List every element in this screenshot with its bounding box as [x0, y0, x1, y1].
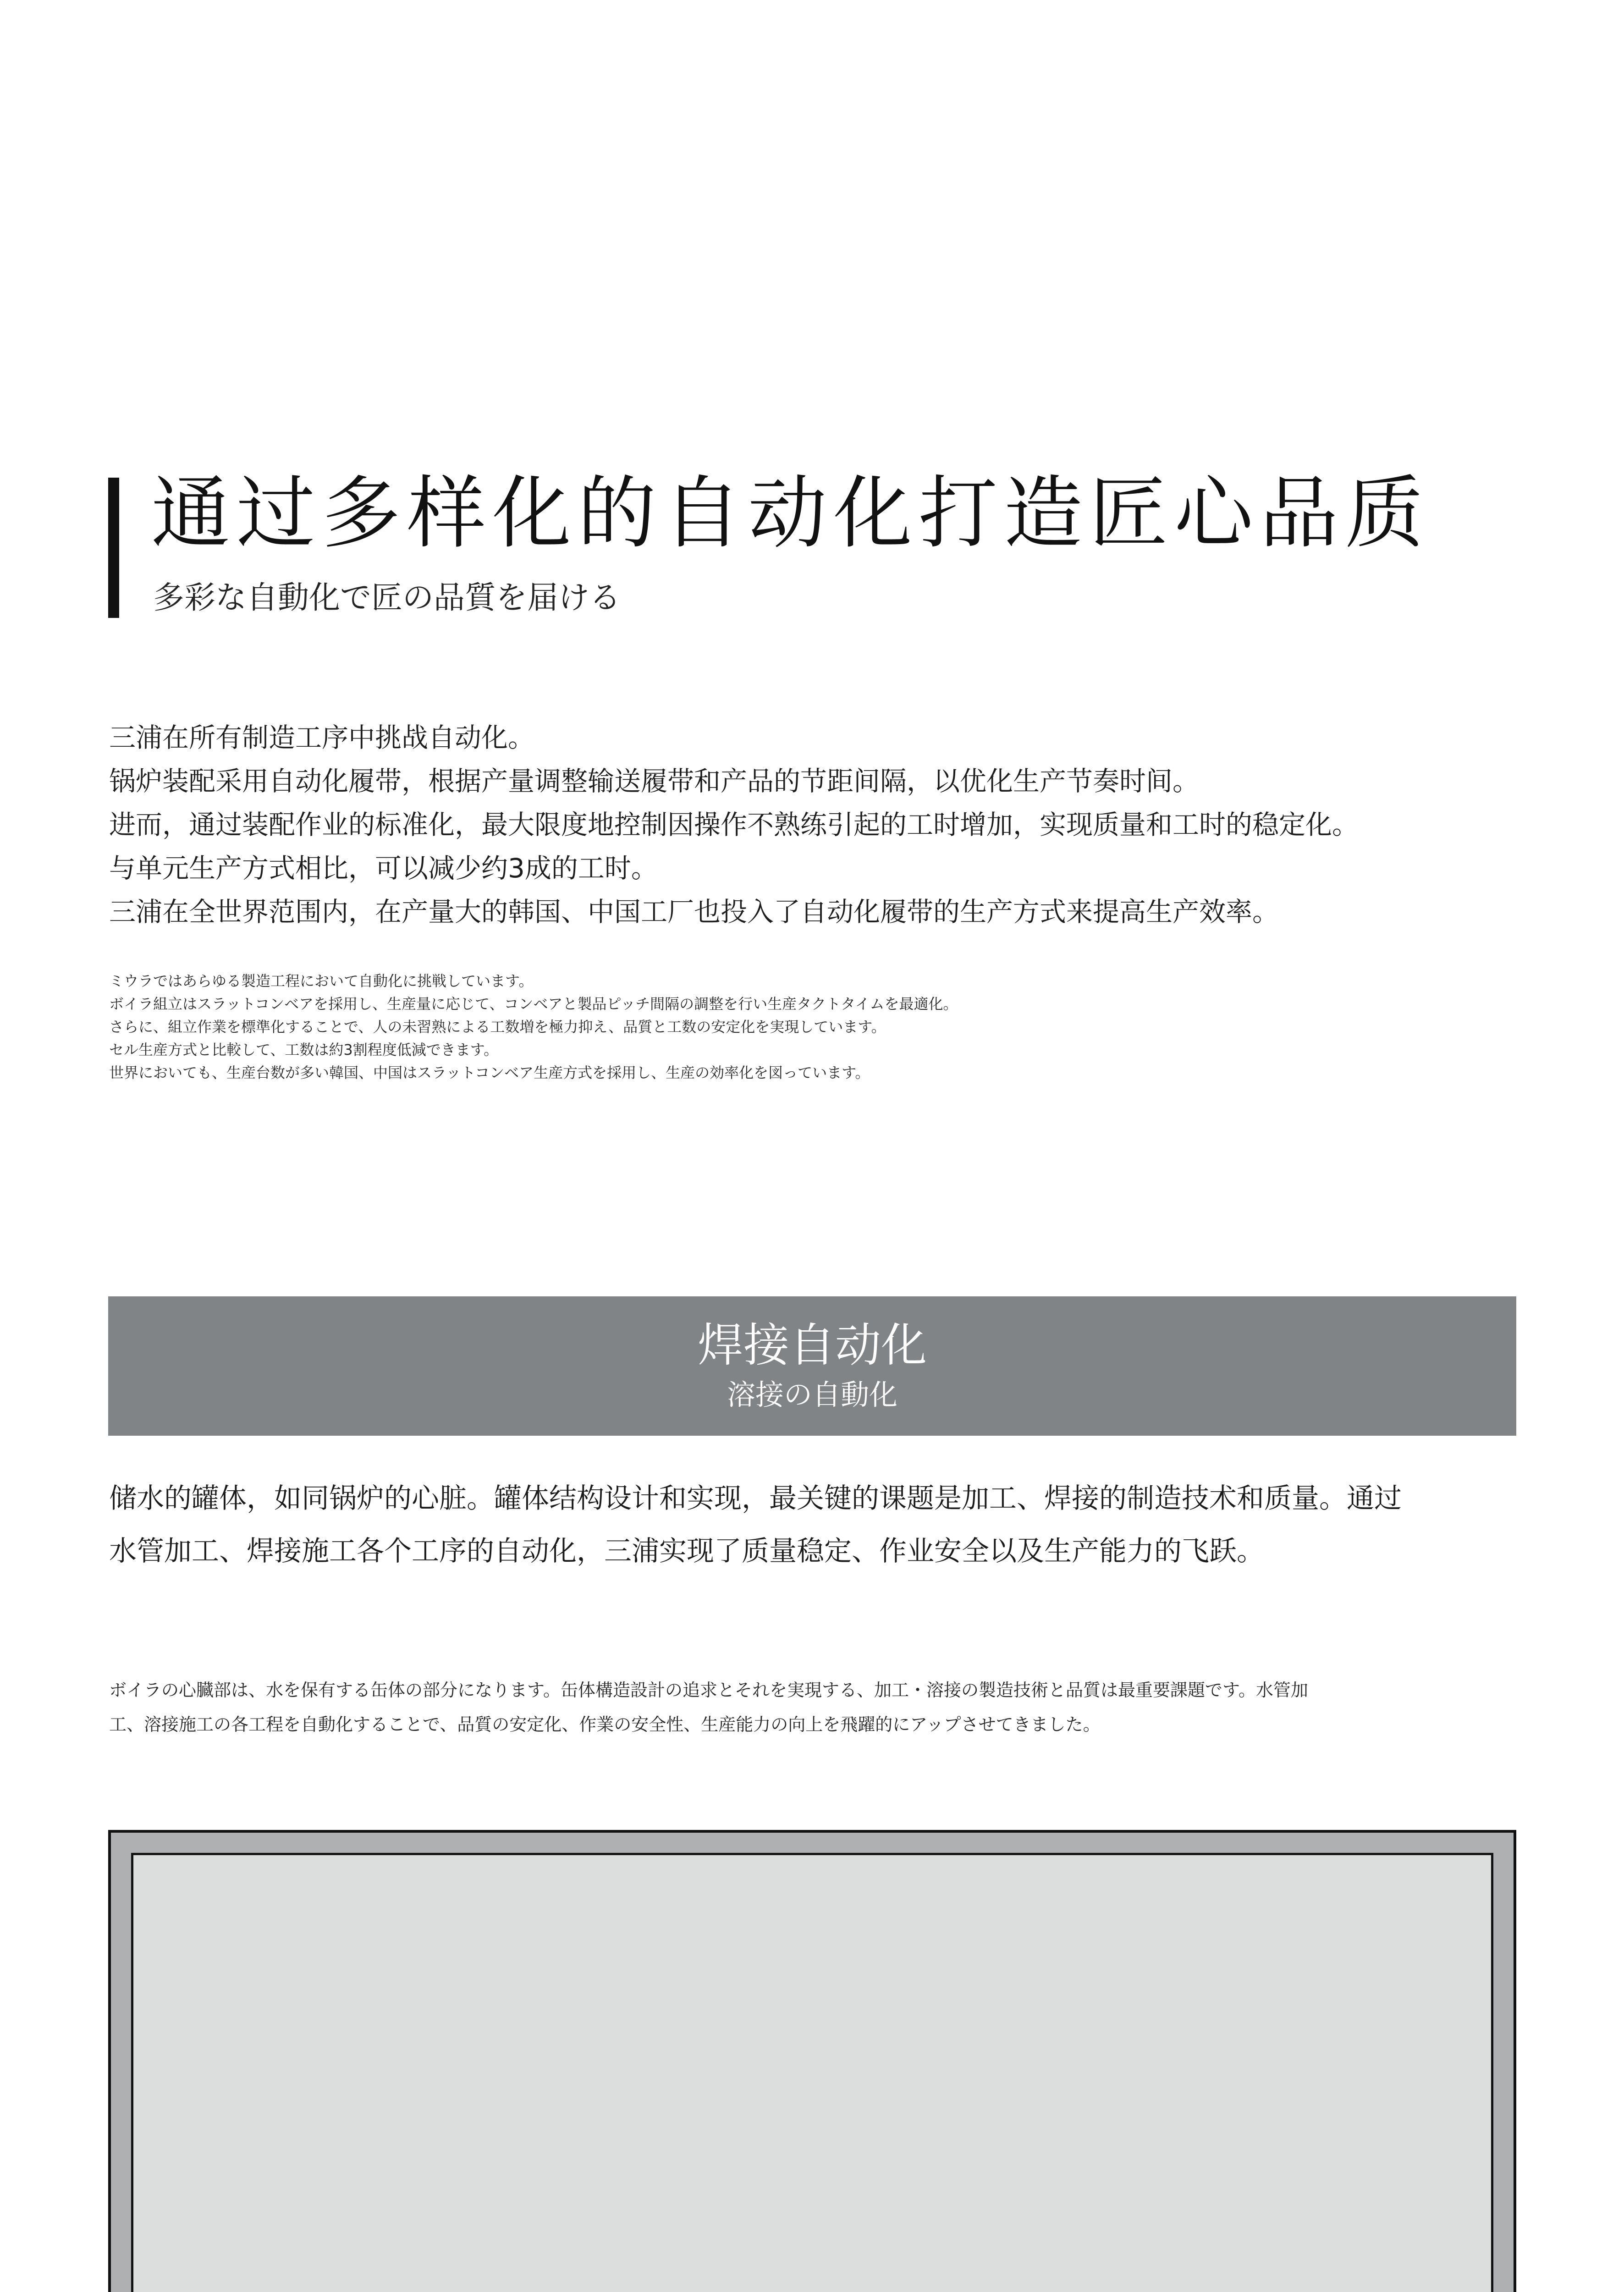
page-subtitle: 多彩な自動化で匠の品質を届ける: [153, 580, 621, 616]
section-cn-line: 储水的罐体，如同锅炉的心脏。罐体结构设计和实现，最关键的课题是加工、焊接的制造技术和质量。通过: [109, 1482, 1402, 1515]
image-placeholder: [131, 1853, 1493, 2292]
intro-japanese-paragraph: [109, 970, 1530, 1084]
section-japanese-paragraph: [109, 1673, 1521, 1742]
intro-jp-line: セル生産方式と比較して、工数は約3割程度低減できます。: [109, 1041, 499, 1058]
title-accent-bar: [108, 478, 119, 618]
section-subtitle: 溶接の自動化: [727, 1378, 897, 1411]
intro-jp-line: 世界においても、生産台数が多い韓国、中国はスラットコンベア生産方式を採用し、生産の効率化を図っています。: [109, 1064, 870, 1081]
section-jp-line: ボイラの心臓部は、水を保有する缶体の部分になります。缶体構造設計の追求とそれを実現する、加工・溶接の製造技術と品質は最重要課題です。水管加: [109, 1680, 1308, 1700]
section-cn-line: 水管加工、焊接施工各个工序的自动化，三浦实现了质量稳定、作业安全以及生产能力的飞跃。: [109, 1535, 1264, 1567]
section-title: 焊接自动化: [698, 1318, 927, 1372]
intro-jp-line: ボイラ組立はスラットコンベアを採用し、生産量に応じて、コンベアと製品ピッチ間隔の調整を行い生産タクトタイムを最適化。: [109, 995, 958, 1013]
section-banner: [108, 1296, 1516, 1436]
intro-jp-line: さらに、組立作業を標準化することで、人の未習熟による工数増を極力抑え、品質と工数の安定化を実現しています。: [109, 1018, 886, 1036]
page-title: 通过多样化的自动化打造匠心品质: [151, 467, 1430, 559]
intro-jp-line: ミウラではあらゆる製造工程において自動化に挑戦しています。: [109, 972, 534, 990]
intro-cn-line: 锅炉装配采用自动化履带，根据产量调整输送履带和产品的节距间隔，以优化生产节奏时间。: [109, 766, 1200, 797]
intro-cn-line: 与单元生产方式相比，可以减少约3成的工时。: [109, 853, 658, 884]
intro-cn-line: 进而，通过装配作业的标准化，最大限度地控制因操作不熟练引起的工时增加，实现质量和工时的稳定化。: [109, 809, 1359, 840]
image-placeholder-frame: [108, 1830, 1516, 2292]
intro-cn-line: 三浦在所有制造工序中挑战自动化。: [109, 722, 535, 753]
section-chinese-paragraph: [109, 1472, 1521, 1578]
intro-chinese-paragraph: [109, 716, 1530, 934]
section-jp-line: 工、溶接施工の各工程を自動化することで、品質の安定化、作業の安全性、生産能力の向上を飛躍的にアップさせてきました。: [109, 1714, 1101, 1735]
intro-cn-line: 三浦在全世界范围内，在产量大的韩国、中国工厂也投入了自动化履带的生产方式来提高生产效率。: [109, 896, 1279, 927]
